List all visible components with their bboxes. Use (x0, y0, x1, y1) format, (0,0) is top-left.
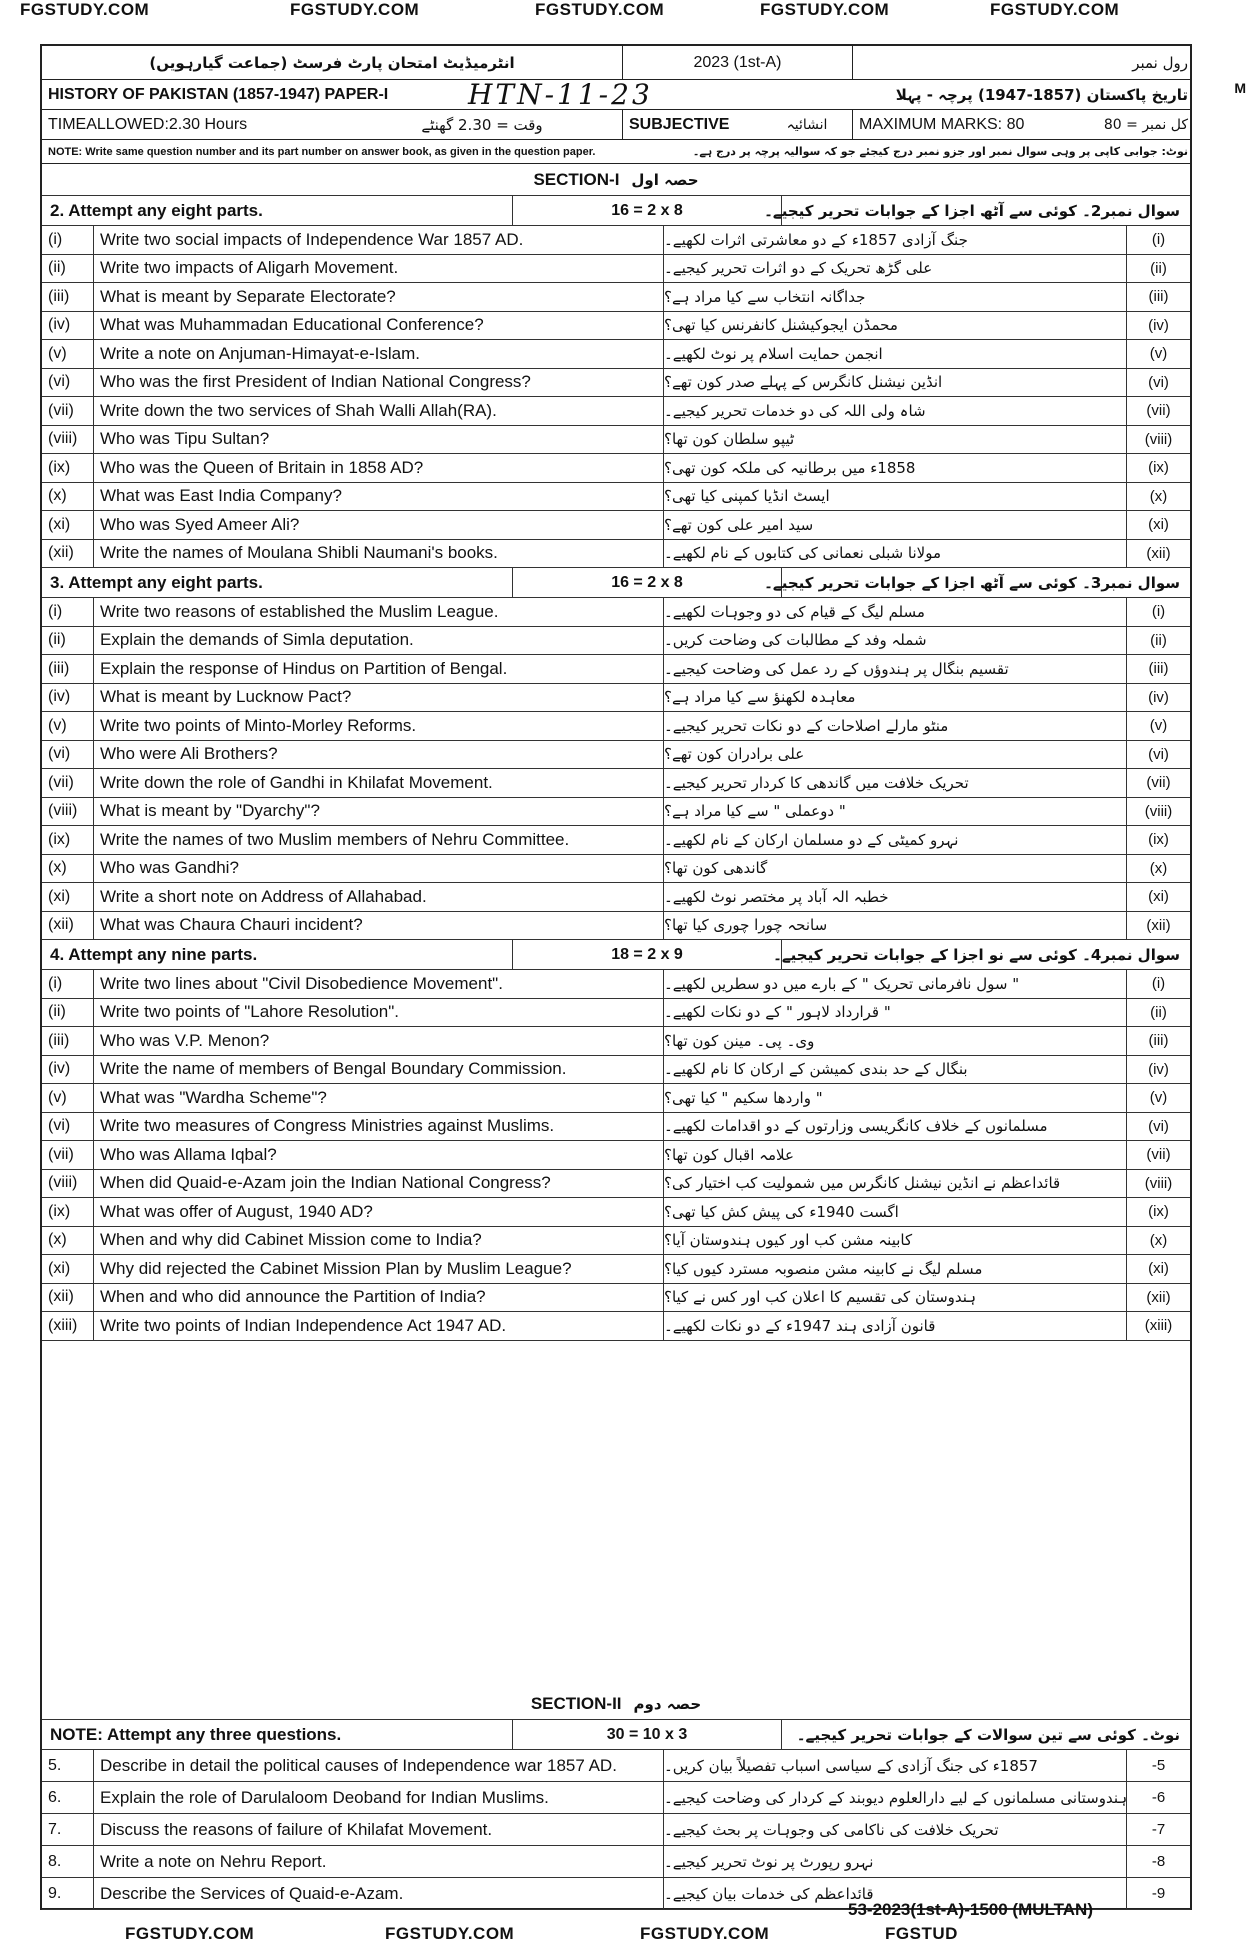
question-part-row (42, 883, 1190, 912)
part-text-urdu: نہرو کمیٹی کے دو مسلمان ارکان کے نام لکھیے۔ (664, 830, 959, 849)
part-number: (iv) (42, 1056, 94, 1084)
part-text-urdu: انڈین نیشنل کانگرس کے پہلے صدر کون تھے؟ (664, 373, 943, 392)
question-part-row (42, 454, 1190, 483)
part-number: (viii) (42, 1170, 94, 1198)
question-text-urdu: قائداعظم کی خدمات بیان کیجیے۔ (664, 1884, 874, 1903)
section-2-heading (42, 1688, 1190, 1720)
question-part-row (42, 483, 1190, 512)
question-number: 8. (42, 1846, 94, 1877)
part-text-urdu: شاہ ولی اللہ کی دو خدمات تحریر کیجیے۔ (664, 401, 926, 420)
question-instruction-urdu: سوال نمبر2۔ کوئی سے آٹھ اجزا کے جوابات تحریر کیجیے۔ (764, 201, 1180, 220)
question-part-row (42, 369, 1190, 398)
part-number-urdu: (xi) (1126, 1255, 1190, 1283)
urdu-paper-title: تاریخ پاکستان (1857-1947) پرچہ - پہلا (895, 85, 1188, 104)
part-number: (iv) (42, 684, 94, 712)
part-text-urdu: اگست 1940ء کی پیش کش کیا تھی؟ (664, 1202, 899, 1221)
part-text-english: Write two social impacts of Independence War 1857 AD. (94, 226, 664, 254)
question-number: 9. (42, 1878, 94, 1909)
part-text-urdu: محمڈن ایجوکیشنل کانفرنس کیا تھی؟ (664, 316, 898, 335)
part-number-urdu: (vi) (1126, 741, 1190, 769)
exam-year: 2023 (1st-A) (622, 46, 852, 79)
question-text-urdu: تحریک خلافت کی ناکامی کی وجوہات پر بحث کیجیے۔ (664, 1820, 999, 1839)
part-text-urdu: کابینہ مشن کب اور کیوں ہندوستان آیا؟ (664, 1231, 913, 1250)
part-text-english: What was "Wardha Scheme"? (94, 1084, 664, 1112)
part-number-urdu: (iii) (1126, 283, 1190, 311)
question-part-row (42, 1198, 1190, 1227)
part-number: (x) (42, 1227, 94, 1255)
question-part-row (42, 855, 1190, 884)
part-text-english: What is meant by Separate Electorate? (94, 283, 664, 311)
part-text-urdu: علی برادران کون تھے؟ (664, 745, 805, 764)
part-text-urdu: علامہ اقبال کون تھا؟ (664, 1145, 794, 1164)
part-text-english: Write two impacts of Aligarh Movement. (94, 255, 664, 283)
question-part-row (42, 1170, 1190, 1199)
part-number: (xii) (42, 540, 94, 568)
part-number: (xi) (42, 1255, 94, 1283)
part-text-english: Write two measures of Congress Ministries against Muslims. (94, 1113, 664, 1141)
part-text-urdu: مسلمانوں کے خلاف کانگریسی وزارتوں کے دو اقدامات لکھیے۔ (664, 1117, 1048, 1136)
part-text-english: Write down the two services of Shah Walli Allah(RA). (94, 397, 664, 425)
question-text-urdu: 1857ء کی جنگ آزادی کے سیاسی اسباب تفصیلاً بیان کریں۔ (664, 1756, 1038, 1775)
part-number-urdu: (ii) (1126, 999, 1190, 1027)
question-part-row (42, 1141, 1190, 1170)
question-text-urdu: ہندوستانی مسلمانوں کے لیے دارالعلوم دیوبند کے کردار کی وضاحت کیجیے۔ (664, 1788, 1128, 1807)
question-part-row (42, 970, 1190, 999)
part-text-english: Explain the demands of Simla deputation. (94, 627, 664, 655)
part-text-english: Who was the Queen of Britain in 1858 AD? (94, 454, 664, 482)
part-text-urdu: " واردھا سکیم " کیا تھی؟ (664, 1088, 823, 1107)
part-text-english: What was offer of August, 1940 AD? (94, 1198, 664, 1226)
section-1-label: SECTION-I (533, 169, 620, 189)
question-number: 5. (42, 1750, 94, 1781)
part-number: (vii) (42, 397, 94, 425)
part-text-english: What was East India Company? (94, 483, 664, 511)
question-text-urdu: نہرو رپورٹ پر نوٹ تحریر کیجیے۔ (664, 1852, 874, 1871)
question-text-english: Explain the role of Darulaloom Deoband for Indian Muslims. (94, 1782, 664, 1813)
question-part-row (42, 312, 1190, 341)
part-text-urdu: سانحہ چورا چوری کیا تھا؟ (664, 916, 828, 935)
section-2-instruction-urdu: نوٹ۔ کوئی سے تین سوالات کے جوابات تحریر کیجیے۔ (796, 1725, 1180, 1744)
header-row-1 (42, 46, 1190, 80)
section-2-note (42, 1720, 1190, 1750)
part-number: (vii) (42, 769, 94, 797)
section-2-urdu: حصہ دوم (633, 1694, 702, 1713)
part-number: (v) (42, 340, 94, 368)
question-part-row (42, 511, 1190, 540)
part-number: (v) (42, 712, 94, 740)
part-text-urdu: انجمن حمایت اسلام پر نوٹ لکھیے۔ (664, 344, 883, 363)
part-number-urdu: (xi) (1126, 511, 1190, 539)
part-number-urdu: (x) (1126, 1227, 1190, 1255)
part-text-urdu: تقسیم بنگال پر ہندوؤں کے رد عمل کی وضاحت کیجیے۔ (664, 659, 1009, 678)
part-number-urdu: (v) (1126, 340, 1190, 368)
part-text-english: Write two reasons of established the Muslim League. (94, 598, 664, 626)
section-2-marks: 30 = 10 x 3 (512, 1720, 782, 1749)
question-part-row (42, 1084, 1190, 1113)
question-part-row (42, 712, 1190, 741)
part-number-urdu: (vi) (1126, 1113, 1190, 1141)
q2-header (42, 196, 1190, 226)
part-text-english: Write the name of members of Bengal Boundary Commission. (94, 1056, 664, 1084)
question-part-row (42, 1284, 1190, 1313)
part-number: (vi) (42, 741, 94, 769)
part-text-english: Write a short note on Address of Allahabad. (94, 883, 664, 911)
question-part-row (42, 627, 1190, 656)
question-part-row (42, 340, 1190, 369)
question-part-row (42, 655, 1190, 684)
part-number-urdu: (xiii) (1126, 1312, 1190, 1340)
part-number: (vi) (42, 1113, 94, 1141)
exam-paper (40, 44, 1192, 1910)
part-number-urdu: (iv) (1126, 312, 1190, 340)
part-text-urdu: ایسٹ انڈیا کمپنی کیا تھی؟ (664, 487, 830, 506)
part-number: (ii) (42, 999, 94, 1027)
part-text-urdu: ہندوستان کی تقسیم کا اعلان کب اور کس نے کیا؟ (664, 1288, 977, 1307)
section-1-heading (42, 164, 1190, 196)
part-number-urdu: (xi) (1126, 883, 1190, 911)
question-part-row (42, 769, 1190, 798)
q3-header (42, 568, 1190, 598)
watermark-text: FGSTUDY.COM (20, 0, 150, 19)
part-text-english: Who was the first President of Indian National Congress? (94, 369, 664, 397)
question-part-row (42, 826, 1190, 855)
watermark-text: FGSTUDY.COM (640, 1924, 770, 1943)
question-part-row (42, 255, 1190, 284)
part-number-urdu: (ix) (1126, 826, 1190, 854)
part-number: (i) (42, 226, 94, 254)
part-number: (iv) (42, 312, 94, 340)
part-number: (i) (42, 970, 94, 998)
part-number-urdu: (ii) (1126, 627, 1190, 655)
part-text-urdu: وی۔ پی۔ مینن کون تھا؟ (664, 1031, 815, 1050)
roll-number-label: رول نمبر (852, 46, 1194, 79)
question-instruction: 4. Attempt any nine parts. (50, 944, 258, 964)
header-row-2 (42, 80, 1190, 110)
question-part-row (42, 540, 1190, 569)
note-text: NOTE: Write same question number and its part number on answer book, as given in the question paper. (48, 145, 596, 158)
question-part-row (42, 1312, 1190, 1341)
part-text-english: When and who did announce the Partition of India? (94, 1284, 664, 1312)
part-number-urdu: (iii) (1126, 655, 1190, 683)
section-2-label: SECTION-II (530, 1693, 622, 1713)
part-number: (xi) (42, 511, 94, 539)
part-text-english: Write a note on Anjuman-Himayat-e-Islam. (94, 340, 664, 368)
part-text-english: Write two points of "Lahore Resolution". (94, 999, 664, 1027)
part-number-urdu: (iv) (1126, 1056, 1190, 1084)
part-text-english: What is meant by Lucknow Pact? (94, 684, 664, 712)
part-text-english: Write two points of Minto-Morley Reforms. (94, 712, 664, 740)
part-text-urdu: تحریک خلافت میں گاندھی کا کردار تحریر کیجیے۔ (664, 773, 969, 792)
paper-code: 53-2023(1st-A)-1500 (MULTAN) (848, 1900, 1093, 1919)
part-number-urdu: (xii) (1126, 1284, 1190, 1312)
part-number-urdu: (v) (1126, 712, 1190, 740)
part-number: (v) (42, 1084, 94, 1112)
part-number-urdu: (i) (1126, 598, 1190, 626)
question-instruction-urdu: سوال نمبر4۔ کوئی سے نو اجزا کے جوابات تحریر کیجیے۔ (773, 945, 1180, 964)
part-number: (ix) (42, 826, 94, 854)
watermark-text: FGSTUDY.COM (385, 1924, 515, 1943)
part-number: (xii) (42, 1284, 94, 1312)
part-text-urdu: قانون آزادی ہند 1947ء کے دو نکات لکھیے۔ (664, 1316, 936, 1335)
part-text-urdu: شملہ وفد کے مطالبات کی وضاحت کریں۔ (664, 631, 927, 650)
part-number: (ix) (42, 1198, 94, 1226)
part-number: (x) (42, 855, 94, 883)
part-text-urdu: گاندھی کون تھا؟ (664, 859, 768, 878)
part-text-english: What is meant by "Dyarchy"? (94, 798, 664, 826)
part-text-english: Write down the role of Gandhi in Khilafat Movement. (94, 769, 664, 797)
part-number: (xi) (42, 883, 94, 911)
part-text-english: When and why did Cabinet Mission come to India? (94, 1227, 664, 1255)
watermark-text: FGSTUD (885, 1924, 958, 1943)
part-number: (iii) (42, 283, 94, 311)
part-text-english: Who was Syed Ameer Ali? (94, 511, 664, 539)
question-marks: 16 = 2 x 8 (512, 196, 782, 225)
part-text-english: Write two points of Indian Independence Act 1947 AD. (94, 1312, 664, 1340)
question-part-row (42, 684, 1190, 713)
question-number: 7. (42, 1814, 94, 1845)
part-number-urdu: (viii) (1126, 426, 1190, 454)
part-text-urdu: مسلم لیگ کے قیام کی دو وجوہات لکھیے۔ (664, 602, 925, 621)
part-text-urdu: خطبہ الہ آباد پر مختصر نوٹ لکھیے۔ (664, 887, 889, 906)
question-text-english: Describe the Services of Quaid-e-Azam. (94, 1878, 664, 1909)
part-text-english: Explain the response of Hindus on Partition of Bengal. (94, 655, 664, 683)
part-text-urdu: جداگانہ انتخاب سے کیا مراد ہے؟ (664, 287, 866, 306)
question-part-row (42, 1255, 1190, 1284)
side-mark: M (1234, 80, 1246, 96)
part-text-english: Write the names of two Muslim members of Nehru Committee. (94, 826, 664, 854)
question-instruction: 2. Attempt any eight parts. (50, 200, 263, 220)
part-text-english: Who were Ali Brothers? (94, 741, 664, 769)
watermark-text: FGSTUDY.COM (125, 1924, 255, 1943)
part-number-urdu: (xii) (1126, 540, 1190, 568)
part-number: (vii) (42, 1141, 94, 1169)
part-number-urdu: (vii) (1126, 397, 1190, 425)
part-text-english: Who was Tipu Sultan? (94, 426, 664, 454)
part-text-urdu: معاہدہ لکھنؤ سے کیا مراد ہے؟ (664, 688, 856, 707)
part-text-urdu: قائداعظم نے انڈین نیشنل کانگرس میں شمولیت کب اختیار کی؟ (664, 1174, 1061, 1193)
part-text-english: Why did rejected the Cabinet Mission Plan by Muslim League? (94, 1255, 664, 1283)
bottom-watermark (0, 1924, 1250, 1950)
part-number: (x) (42, 483, 94, 511)
part-text-english: What was Chaura Chauri incident? (94, 912, 664, 940)
part-text-english: Who was Allama Iqbal? (94, 1141, 664, 1169)
note-row (42, 140, 1190, 164)
part-text-english: When did Quaid-e-Azam join the Indian National Congress? (94, 1170, 664, 1198)
urdu-exam-title: انٹرمیڈیٹ امتحان پارٹ فرسٹ (جماعت گیارہویں) (149, 53, 515, 72)
part-number-urdu: (vii) (1126, 1141, 1190, 1169)
part-number: (ii) (42, 255, 94, 283)
section-1-urdu: حصہ اول (631, 170, 699, 189)
time-allowed: TIMEALLOWED:2.30 Hours (48, 115, 248, 133)
watermark-text: FGSTUDY.COM (535, 0, 665, 19)
part-number-urdu: (iii) (1126, 1027, 1190, 1055)
part-text-english: Who was V.P. Menon? (94, 1027, 664, 1055)
urdu-subjective: انشائیہ (786, 116, 828, 133)
urdu-marks: کل نمبر = 80 (1103, 116, 1188, 133)
part-number: (i) (42, 598, 94, 626)
question-part-row (42, 1056, 1190, 1085)
question-number-urdu: -7 (1126, 1814, 1190, 1845)
question-part-row (42, 226, 1190, 255)
part-text-urdu: " سول نافرمانی تحریک " کے بارے میں دو سطریں لکھیے۔ (664, 974, 1020, 993)
subjective-label: SUBJECTIVE (622, 110, 762, 139)
part-number-urdu: (ix) (1126, 1198, 1190, 1226)
part-number-urdu: (v) (1126, 1084, 1190, 1112)
urdu-time: وقت = 2.30 گھنٹے (421, 115, 543, 134)
part-number-urdu: (iv) (1126, 684, 1190, 712)
question-part-row (42, 397, 1190, 426)
part-text-urdu: منٹو مارلے اصلاحات کے دو نکات تحریر کیجیے۔ (664, 716, 949, 735)
question-text-english: Discuss the reasons of failure of Khilafat Movement. (94, 1814, 664, 1845)
part-number-urdu: (ix) (1126, 454, 1190, 482)
question-text-english: Write a note on Nehru Report. (94, 1846, 664, 1877)
watermark-text: FGSTUDY.COM (990, 0, 1120, 19)
part-number-urdu: (i) (1126, 970, 1190, 998)
part-number: (xii) (42, 912, 94, 940)
part-number-urdu: (vii) (1126, 769, 1190, 797)
question-part-row (42, 283, 1190, 312)
question-number: 6. (42, 1782, 94, 1813)
part-number: (xiii) (42, 1312, 94, 1340)
part-number-urdu: (i) (1126, 226, 1190, 254)
question-part-row (42, 912, 1190, 941)
part-number: (viii) (42, 426, 94, 454)
part-text-english: What was Muhammadan Educational Conference? (94, 312, 664, 340)
long-question-row (42, 1782, 1190, 1814)
section-2-instruction: NOTE: Attempt any three questions. (50, 1724, 342, 1744)
part-number-urdu: (vi) (1126, 369, 1190, 397)
paper-title: HISTORY OF PAKISTAN (1857-1947) PAPER-I (48, 85, 389, 103)
part-text-urdu: مسلم لیگ نے کابینہ مشن منصوبہ مسترد کیوں کیا؟ (664, 1259, 983, 1278)
question-part-row (42, 1113, 1190, 1142)
part-text-urdu: ٹیپو سلطان کون تھا؟ (664, 430, 795, 449)
question-marks: 16 = 2 x 8 (512, 568, 782, 597)
question-part-row (42, 598, 1190, 627)
question-part-row (42, 1227, 1190, 1256)
long-question-row (42, 1814, 1190, 1846)
long-question-row (42, 1750, 1190, 1782)
question-number-urdu: -9 (1126, 1878, 1190, 1909)
part-number-urdu: (ii) (1126, 255, 1190, 283)
question-part-row (42, 1027, 1190, 1056)
part-number-urdu: (viii) (1126, 1170, 1190, 1198)
question-part-row (42, 426, 1190, 455)
part-text-english: Who was Gandhi? (94, 855, 664, 883)
maximum-marks: MAXIMUM MARKS: 80 (852, 110, 1062, 139)
question-marks: 18 = 2 x 9 (512, 940, 782, 969)
question-number-urdu: -6 (1126, 1782, 1190, 1813)
watermark-text: FGSTUDY.COM (290, 0, 420, 19)
question-instruction: 3. Attempt any eight parts. (50, 572, 263, 592)
question-number-urdu: -5 (1126, 1750, 1190, 1781)
part-text-urdu: 1858ء میں برطانیہ کی ملکہ کون تھی؟ (664, 458, 916, 477)
question-part-row (42, 798, 1190, 827)
part-number-urdu: (x) (1126, 483, 1190, 511)
top-watermark (0, 0, 1250, 26)
part-text-english: Write two lines about "Civil Disobedience Movement". (94, 970, 664, 998)
part-text-english: Write the names of Moulana Shibli Naumani's books. (94, 540, 664, 568)
part-text-urdu: " قرارداد لاہور " کے دو نکات لکھیے۔ (664, 1003, 891, 1022)
part-text-urdu: بنگال کے حد بندی کمیشن کے ارکان کا نام لکھیے۔ (664, 1060, 968, 1079)
handwritten-code: HTN-11-23 (468, 78, 653, 111)
long-question-row (42, 1846, 1190, 1878)
part-number: (iii) (42, 655, 94, 683)
part-number: (viii) (42, 798, 94, 826)
q4-header (42, 940, 1190, 970)
part-number-urdu: (xii) (1126, 912, 1190, 940)
question-instruction-urdu: سوال نمبر3۔ کوئی سے آٹھ اجزا کے جوابات تحریر کیجیے۔ (764, 573, 1180, 592)
urdu-note: نوٹ: جوابی کاپی پر وہی سوال نمبر اور جزو نمبر درج کیجئے جو کہ سوالیہ پرچہ پر درج ہے۔ (692, 145, 1188, 158)
part-text-urdu: سید امیر علی کون تھے؟ (664, 515, 814, 534)
watermark-text: FGSTUDY.COM (760, 0, 890, 19)
question-part-row (42, 999, 1190, 1028)
question-number-urdu: -8 (1126, 1846, 1190, 1877)
part-text-urdu: علی گڑھ تحریک کے دو اثرات تحریر کیجیے۔ (664, 259, 933, 278)
part-text-urdu: جنگ آزادی 1857ء کے دو معاشرتی اثرات لکھیے۔ (664, 230, 968, 249)
part-number: (ii) (42, 627, 94, 655)
part-text-urdu: " دوعملی " سے کیا مراد ہے؟ (664, 802, 846, 821)
part-number: (ix) (42, 454, 94, 482)
question-text-english: Describe in detail the political causes of Independence war 1857 AD. (94, 1750, 664, 1781)
part-number: (vi) (42, 369, 94, 397)
part-text-urdu: مولانا شبلی نعمانی کی کتابوں کے نام لکھیے۔ (664, 544, 942, 563)
header-row-3 (42, 110, 1190, 140)
part-number-urdu: (x) (1126, 855, 1190, 883)
question-part-row (42, 741, 1190, 770)
part-number-urdu: (viii) (1126, 798, 1190, 826)
part-number: (iii) (42, 1027, 94, 1055)
